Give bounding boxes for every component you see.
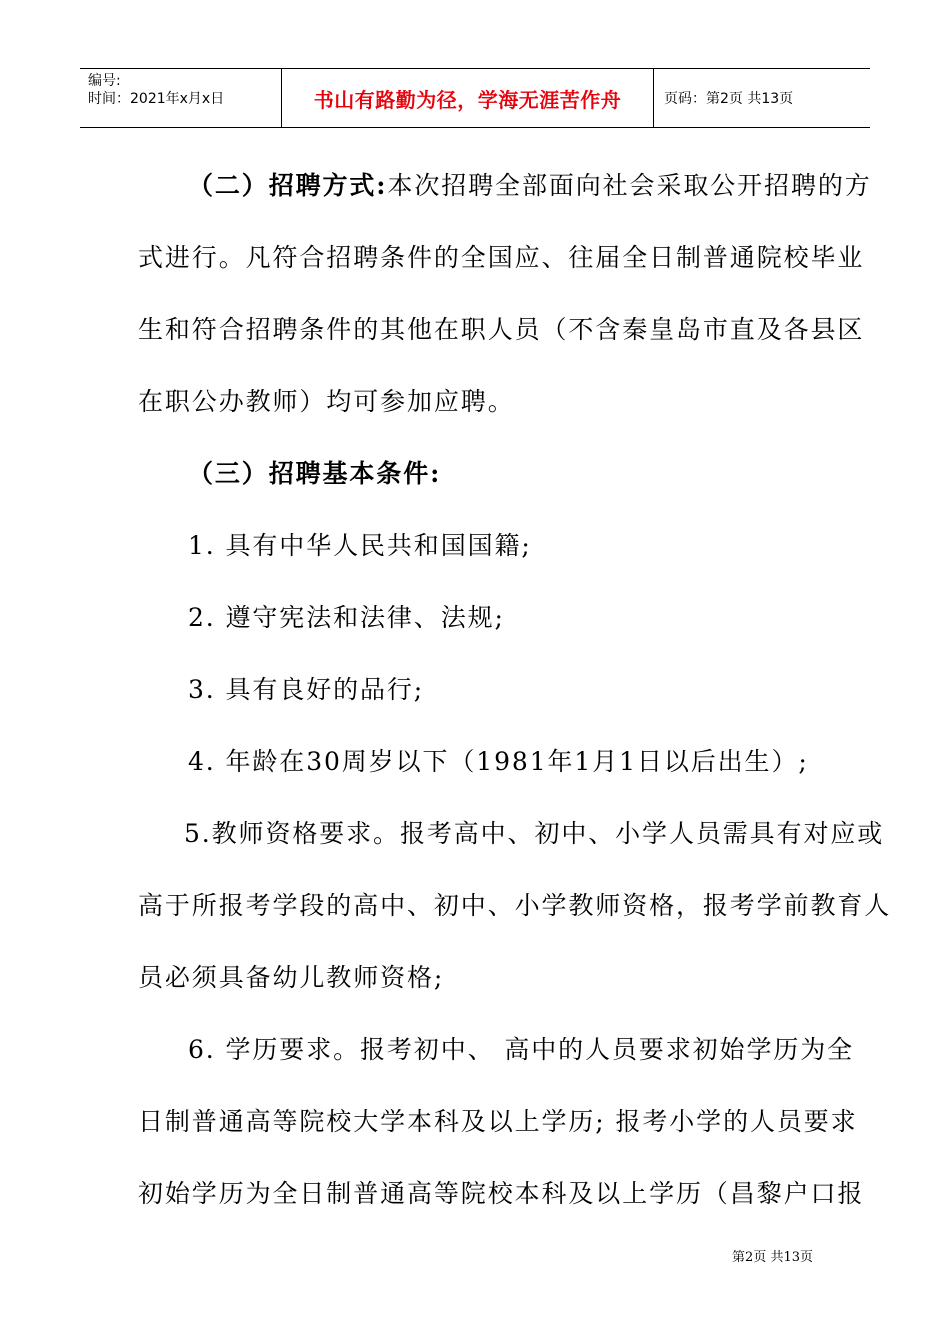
header-motto: 书山有路勤为径，学海无涯苦作舟 bbox=[282, 69, 654, 127]
list-item: 3. 具有良好的品行; bbox=[188, 675, 425, 704]
list-item: 2. 遵守宪法和法律、法规; bbox=[188, 603, 505, 632]
document-number: 编号: bbox=[88, 73, 121, 89]
list-item: 4. 年龄在30周岁以下（1981年1月1日以后出生）; bbox=[188, 747, 809, 776]
page-footer-number: 第2页 共13页 bbox=[732, 1250, 813, 1265]
paragraph-line: 高于所报考学段的高中、初中、小学教师资格，报考学前教育人 bbox=[138, 891, 892, 920]
paragraph-line: 生和符合招聘条件的其他在职人员（不含秦皇岛市直及各县区 bbox=[138, 315, 865, 344]
section-heading-recruitment-method: （二）招聘方式: bbox=[188, 171, 388, 200]
paragraph-line: 初始学历为全日制普通高等院校本科及以上学历（昌黎户口报 bbox=[138, 1179, 865, 1208]
list-item: 5.教师资格要求。报考高中、初中、小学人员需具有对应或 bbox=[184, 819, 885, 848]
paragraph-line: 员必须具备幼儿教师资格; bbox=[138, 963, 445, 992]
list-item: 1. 具有中华人民共和国国籍; bbox=[188, 531, 532, 560]
document-time: 时间：2021年x月x日 bbox=[88, 91, 225, 107]
paragraph-line: 在职公办教师）均可参加应聘。 bbox=[138, 387, 515, 416]
paragraph-line: 式进行。凡符合招聘条件的全国应、往届全日制普通院校毕业 bbox=[138, 243, 865, 272]
paragraph-line: 日制普通高等院校大学本科及以上学历; 报考小学的人员要求 bbox=[138, 1107, 858, 1136]
paragraph-line bbox=[138, 150, 872, 222]
page-header bbox=[80, 68, 870, 128]
document-body bbox=[138, 150, 892, 1230]
header-page-number: 页码：第2页 共13页 bbox=[664, 91, 794, 107]
paragraph-text: 本次招聘全部面向社会采取公开招聘的方 bbox=[387, 171, 872, 200]
list-item: 6. 学历要求。报考初中、 高中的人员要求初始学历为全 bbox=[188, 1035, 855, 1064]
header-meta-cell bbox=[80, 69, 282, 127]
section-heading-basic-conditions: （三）招聘基本条件: bbox=[188, 459, 442, 488]
